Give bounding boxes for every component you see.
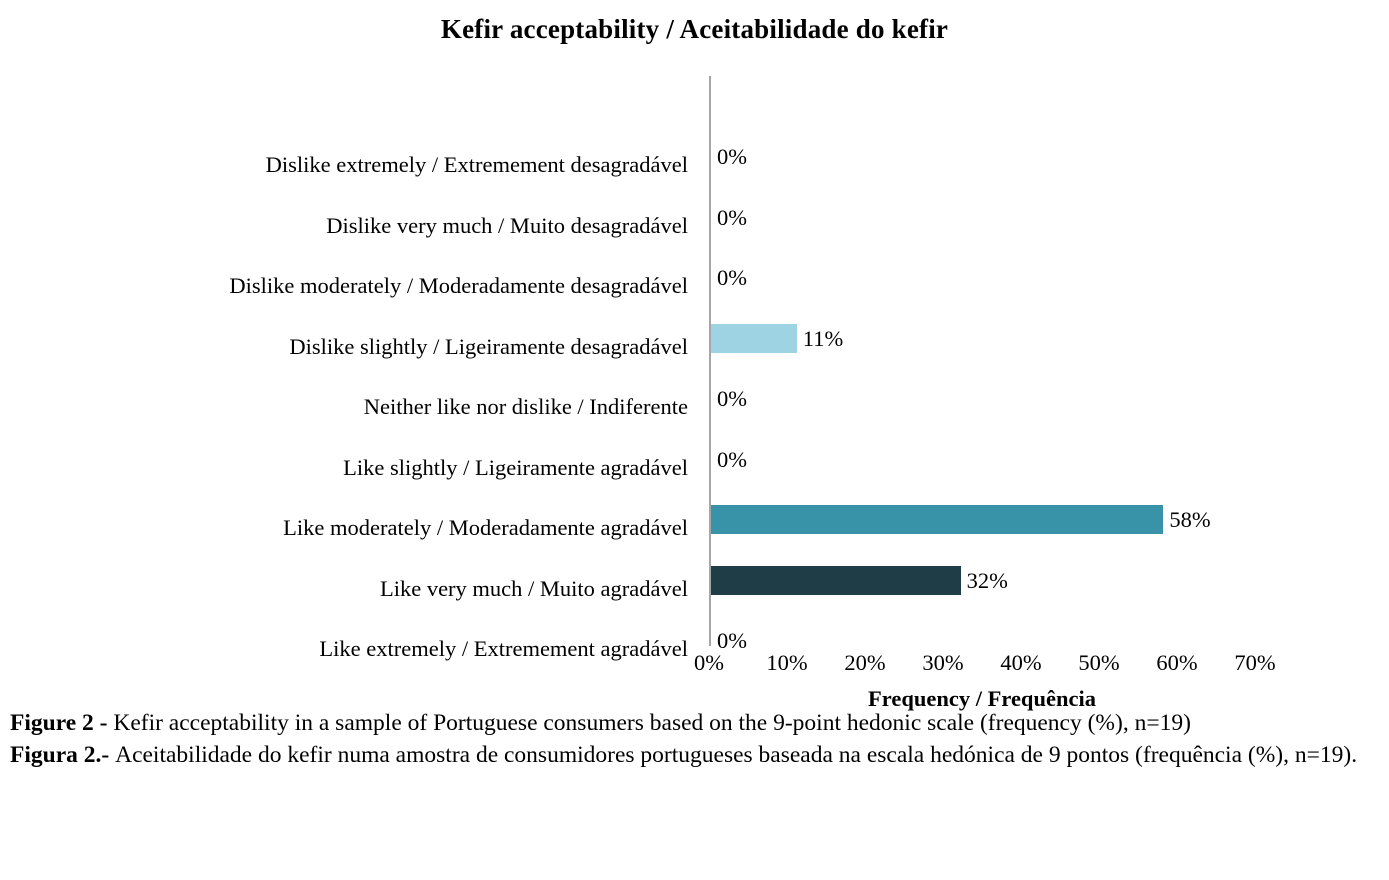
category-label: Like slightly / Ligeiramente agradável — [343, 454, 688, 480]
bar-value-label: 0% — [717, 265, 747, 290]
x-tick-label: 60% — [1156, 650, 1198, 675]
x-tick-label: 40% — [1000, 650, 1042, 675]
bar-value-label: 0% — [717, 144, 747, 169]
bar — [711, 324, 797, 353]
bar-value-label: 58% — [1169, 507, 1211, 532]
bar-value-label: 0% — [717, 628, 747, 653]
caption-en-text: Kefir acceptability in a sample of Portuguese consumers based on the 9-point hedonic scale (frequency (%), n=19) — [113, 710, 1191, 736]
category-label: Dislike slightly / Ligeiramente desagradável — [289, 333, 688, 359]
category-label: Neither like nor dislike / Indiferente — [363, 394, 688, 419]
category-label: Dislike moderately / Moderadamente desagradável — [229, 273, 688, 298]
caption-pt-text: Aceitabilidade do kefir numa amostra de consumidores portugueses baseada na escala hedónica de 9 pontos (frequência (%), n=19). — [115, 742, 1358, 769]
plot-area — [709, 76, 1255, 653]
value-axis-line — [709, 76, 711, 646]
x-tick-label: 20% — [844, 650, 886, 675]
x-axis-title: Frequency / Frequência — [868, 686, 1096, 711]
x-tick-label: 0% — [694, 650, 724, 675]
category-label: Like extremely / Extremement agradável — [319, 636, 688, 661]
bar-value-label: 32% — [966, 567, 1008, 593]
category-label: Like very much / Muito agradável — [379, 575, 688, 601]
chart-title: Kefir acceptability / Aceitabilidade do kefir — [440, 14, 949, 44]
category-axis-labels — [0, 146, 700, 691]
bar-value-label: 0% — [717, 204, 747, 230]
x-tick-label: 10% — [766, 650, 808, 675]
category-label: Like moderately / Moderadamente agradável — [283, 515, 688, 540]
bar-value-label: 11% — [802, 325, 844, 351]
caption-en-lead: Figure 2 - — [10, 710, 114, 736]
x-axis-tick-labels — [694, 650, 1276, 680]
x-tick-label: 70% — [1234, 650, 1276, 675]
caption-line-en — [10, 708, 1378, 739]
bar-chart — [0, 70, 1389, 711]
bar-value-label: 0% — [717, 386, 747, 411]
category-label: Dislike extremely / Extremement desagradável — [265, 152, 688, 177]
bar — [711, 566, 961, 595]
x-tick-label: 50% — [1078, 650, 1120, 675]
bar — [711, 505, 1163, 534]
category-label: Dislike very much / Muito desagradável — [326, 212, 688, 238]
bar-value-label: 0% — [717, 446, 747, 472]
caption-line-pt — [10, 740, 1378, 771]
caption-pt-lead: Figura 2.- — [10, 742, 116, 769]
figure-caption — [10, 708, 1378, 772]
x-tick-label: 30% — [922, 650, 964, 675]
